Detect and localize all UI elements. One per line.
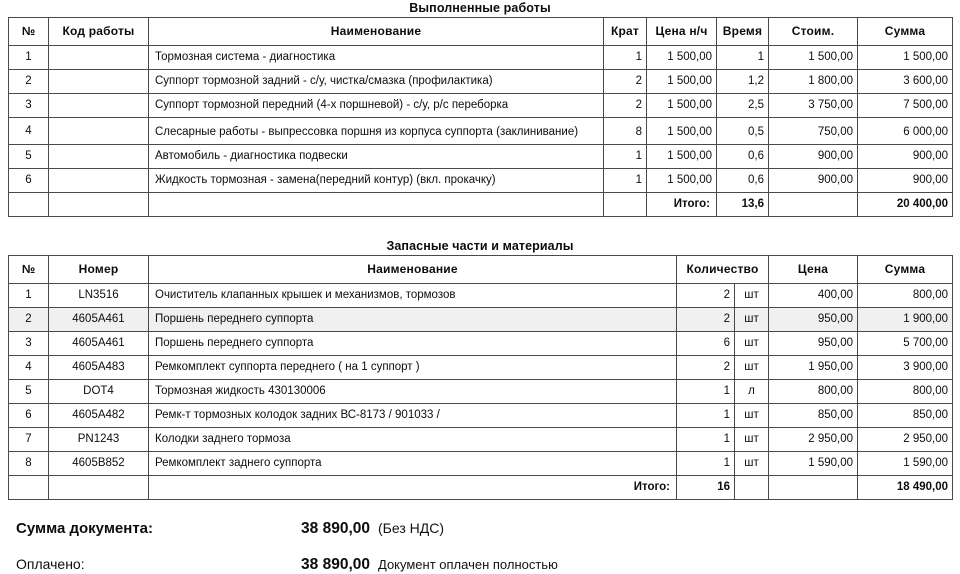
works-row-num: 5 [9,145,49,169]
works-row-sum: 1 500,00 [858,46,953,70]
paid-label: Оплачено: [16,556,85,572]
works-row-sum: 900,00 [858,145,953,169]
parts-section-title: Запасные части и материалы [386,239,574,253]
spare-parts-table [8,255,953,500]
table-row [9,70,953,94]
works-row-num: 1 [9,46,49,70]
parts-row-unit: шт [735,332,769,356]
works-row-code [49,70,149,94]
parts-row-unit: шт [735,284,769,308]
works-row-name: Слесарные работы - выпрессовка поршня из корпуса суппорта (заклинивание) [149,118,604,145]
table-row [9,308,953,332]
parts-row-unit: л [735,380,769,404]
document-total-note: (Без НДС) [378,520,445,536]
works-row-time: 0,5 [717,118,769,145]
works-row-code [49,145,149,169]
parts-row-price: 1 950,00 [769,356,858,380]
works-row-num: 3 [9,94,49,118]
works-row-cost: 1 500,00 [769,46,858,70]
parts-row-code: 4605B852 [49,452,149,476]
parts-totals-pad-num [9,476,49,500]
works-row-code [49,46,149,70]
works-row-num: 2 [9,70,49,94]
parts-row-price: 1 590,00 [769,452,858,476]
works-totals-cost [769,193,858,217]
works-col-code: Код работы [49,18,149,46]
works-totals-time: 13,6 [717,193,769,217]
works-row-name: Жидкость тормозная - замена(передний контур) (вкл. прокачку) [149,169,604,193]
table-row [9,380,953,404]
parts-row-name: Поршень переднего суппорта [149,332,677,356]
works-totals-pad-code [49,193,149,217]
works-header-row [9,18,953,46]
parts-row-num: 5 [9,380,49,404]
parts-totals-row [9,476,953,500]
parts-totals-qty: 16 [677,476,735,500]
parts-row-sum: 1 900,00 [858,308,953,332]
works-row-mult: 8 [604,118,647,145]
works-row-sum: 3 600,00 [858,70,953,94]
parts-row-sum: 5 700,00 [858,332,953,356]
parts-totals-price [769,476,858,500]
works-row-name: Тормозная система - диагностика [149,46,604,70]
works-col-time: Время [717,18,769,46]
parts-col-name: Наименование [149,256,677,284]
parts-row-name: Ремк-т тормозных колодок задних ВС-8173 / 901033 / [149,404,677,428]
table-row [9,428,953,452]
table-row [9,94,953,118]
works-row-mult: 1 [604,46,647,70]
table-row [9,452,953,476]
works-row-rate: 1 500,00 [647,94,717,118]
works-row-rate: 1 500,00 [647,70,717,94]
parts-row-sum: 850,00 [858,404,953,428]
parts-totals-unit [735,476,769,500]
works-row-mult: 1 [604,169,647,193]
document-summary [8,520,952,574]
parts-row-qty: 2 [677,284,735,308]
works-row-code [49,94,149,118]
parts-header-row [9,256,953,284]
parts-col-qty: Количество [677,256,769,284]
parts-col-sum: Сумма [858,256,953,284]
table-row [9,356,953,380]
document-page [0,1,960,573]
works-col-rate: Цена н/ч [647,18,717,46]
works-row-rate: 1 500,00 [647,118,717,145]
table-row [9,332,953,356]
parts-row-num: 8 [9,452,49,476]
parts-row-qty: 2 [677,356,735,380]
parts-row-code: 4605A461 [49,308,149,332]
parts-row-unit: шт [735,404,769,428]
works-row-num: 4 [9,118,49,145]
table-row [9,169,953,193]
parts-row-qty: 1 [677,404,735,428]
parts-row-price: 950,00 [769,332,858,356]
parts-row-qty: 1 [677,380,735,404]
parts-row-unit: шт [735,428,769,452]
parts-row-code: DOT4 [49,380,149,404]
parts-row-price: 2 950,00 [769,428,858,452]
works-row-cost: 750,00 [769,118,858,145]
table-row [9,145,953,169]
works-row-cost: 900,00 [769,169,858,193]
works-row-name: Суппорт тормозной передний (4-х поршневой) - с/у, р/с переборка [149,94,604,118]
works-row-code [49,118,149,145]
parts-col-code: Номер [49,256,149,284]
works-totals-pad-mult [604,193,647,217]
parts-row-unit: шт [735,308,769,332]
works-row-name: Суппорт тормозной задний - с/у, чистка/смазка (профилактика) [149,70,604,94]
document-total-amount: 38 890,00 [301,520,370,537]
works-row-time: 0,6 [717,169,769,193]
parts-totals-pad-code [49,476,149,500]
parts-row-price: 800,00 [769,380,858,404]
works-row-time: 1 [717,46,769,70]
section-spacer [8,217,952,235]
works-row-num: 6 [9,169,49,193]
parts-row-code: LN3516 [49,284,149,308]
works-row-rate: 1 500,00 [647,145,717,169]
works-totals-pad-name [149,193,604,217]
works-totals-row [9,193,953,217]
works-col-num: № [9,18,49,46]
parts-row-code: 4605A461 [49,332,149,356]
works-section-title: Выполненные работы [409,1,551,15]
table-row [9,118,953,145]
parts-row-sum: 800,00 [858,284,953,308]
parts-row-num: 1 [9,284,49,308]
works-col-cost: Стоим. [769,18,858,46]
works-row-sum: 7 500,00 [858,94,953,118]
parts-row-name: Очиститель клапанных крышек и механизмов, тормозов [149,284,677,308]
works-col-mult: Крат [604,18,647,46]
parts-row-sum: 800,00 [858,380,953,404]
works-row-mult: 2 [604,70,647,94]
parts-totals-label: Итого: [149,476,677,500]
parts-row-name: Тормозная жидкость 430130006 [149,380,677,404]
parts-row-price: 400,00 [769,284,858,308]
table-row [9,404,953,428]
parts-row-num: 2 [9,308,49,332]
works-row-cost: 1 800,00 [769,70,858,94]
parts-totals-sum: 18 490,00 [858,476,953,500]
parts-row-code: PN1243 [49,428,149,452]
document-total-row [16,520,952,538]
table-row [9,284,953,308]
works-row-time: 0,6 [717,145,769,169]
parts-row-qty: 1 [677,428,735,452]
paid-note: Документ оплачен полностью [378,557,558,572]
parts-row-qty: 1 [677,452,735,476]
parts-row-name: Ремкомплект заднего суппорта [149,452,677,476]
works-row-time: 2,5 [717,94,769,118]
parts-row-unit: шт [735,356,769,380]
parts-row-name: Поршень переднего суппорта [149,308,677,332]
parts-col-price: Цена [769,256,858,284]
parts-row-sum: 2 950,00 [858,428,953,452]
works-row-rate: 1 500,00 [647,46,717,70]
parts-row-name: Ремкомплект суппорта переднего ( на 1 суппорт ) [149,356,677,380]
parts-row-code: 4605A482 [49,404,149,428]
parts-col-num: № [9,256,49,284]
works-row-sum: 900,00 [858,169,953,193]
paid-row [16,556,952,574]
parts-row-code: 4605A483 [49,356,149,380]
works-row-sum: 6 000,00 [858,118,953,145]
parts-row-price: 850,00 [769,404,858,428]
works-totals-label: Итого: [647,193,717,217]
parts-row-num: 7 [9,428,49,452]
parts-row-num: 6 [9,404,49,428]
parts-row-name: Колодки заднего тормоза [149,428,677,452]
parts-row-num: 3 [9,332,49,356]
works-row-rate: 1 500,00 [647,169,717,193]
works-totals-pad-num [9,193,49,217]
parts-row-qty: 6 [677,332,735,356]
works-col-sum: Сумма [858,18,953,46]
works-row-time: 1,2 [717,70,769,94]
works-row-name: Автомобиль - диагностика подвески [149,145,604,169]
parts-row-unit: шт [735,452,769,476]
works-col-name: Наименование [149,18,604,46]
works-row-mult: 1 [604,145,647,169]
document-total-label: Сумма документа: [16,520,153,537]
parts-row-sum: 3 900,00 [858,356,953,380]
works-totals-sum: 20 400,00 [858,193,953,217]
paid-amount: 38 890,00 [301,556,370,573]
parts-row-qty: 2 [677,308,735,332]
parts-row-price: 950,00 [769,308,858,332]
works-row-code [49,169,149,193]
parts-row-num: 4 [9,356,49,380]
table-row [9,46,953,70]
parts-row-sum: 1 590,00 [858,452,953,476]
works-row-mult: 2 [604,94,647,118]
works-row-cost: 900,00 [769,145,858,169]
works-row-cost: 3 750,00 [769,94,858,118]
completed-works-table [8,17,953,217]
